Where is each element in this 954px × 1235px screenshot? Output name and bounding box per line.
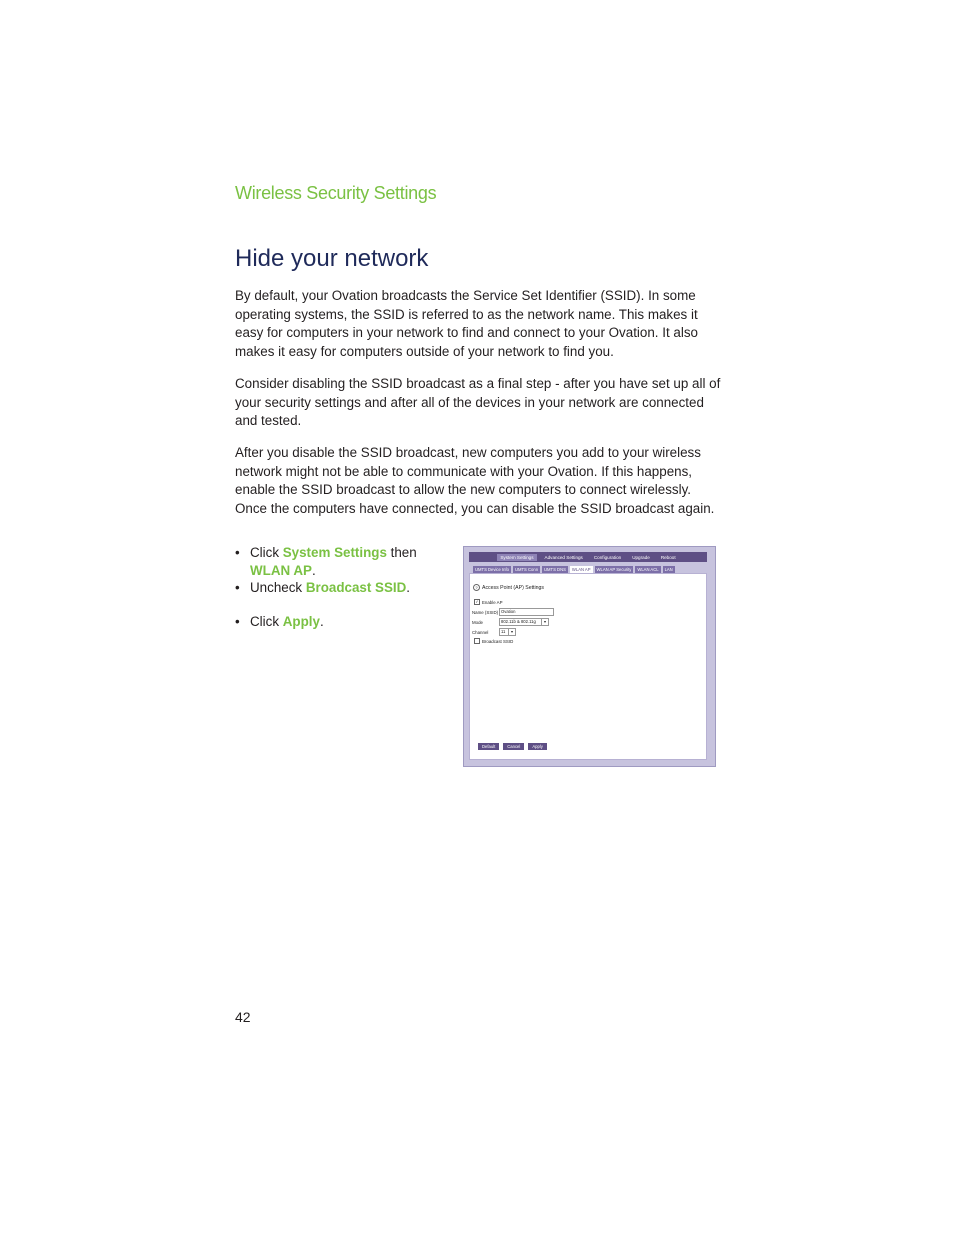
chevron-down-icon: ▾ [508,629,515,635]
page-heading: Hide your network [235,245,429,272]
router-ui-screenshot [463,546,716,767]
nav-reboot[interactable]: Reboot [660,554,676,560]
nav-upgrade[interactable]: Upgrade [632,554,650,560]
nav-system-settings[interactable]: System Settings [497,554,536,561]
broadcast-ssid-checkbox[interactable] [474,638,480,644]
broadcast-ssid-ref: Broadcast SSID [305,580,407,595]
nav-configuration[interactable]: Configuration [593,554,622,560]
settings-panel [469,573,707,760]
paragraph-intro: By default, your Ovation broadcasts the Service Set Identifier (SSID). In some operating systems, the SSID is referred to as the network name. This makes it easy for computers in your network to find and connect to your Ovation. It also makes it easy for computers outside of your network to find you. [235,288,698,360]
panel-buttons [478,743,547,750]
cancel-button[interactable]: Cancel [503,743,524,750]
tab-wlan-ap-security[interactable]: WLAN AP Security [596,567,632,572]
ssid-label: Name (SSID) [472,609,499,615]
broadcast-ssid-label: Broadcast SSID [482,638,514,644]
enable-ap-checkbox[interactable]: ✓ [475,599,479,604]
paragraph-consider: Consider disabling the SSID broadcast as a final step - after you have set up all of your security settings and after all of the devices in your network are connected and tested. [235,376,721,429]
step-3: • Click Apply. [235,613,435,631]
section-title: Wireless Security Settings [235,183,437,203]
enable-ap-label: Enable AP [482,599,503,605]
broadcast-ssid-row [474,638,513,644]
nav-advanced-settings[interactable]: Advanced Settings [544,554,583,560]
channel-label: Channel [472,629,489,635]
tab-umts-device-info[interactable]: UMTS Device Info [475,567,509,572]
enable-ap-row [474,599,503,605]
tab-wlan-acl[interactable]: WLAN ACL [637,567,659,572]
top-nav [469,552,707,562]
apply-ref: Apply [282,613,320,629]
panel-title: ? Access Point (AP) Settings [473,584,544,591]
default-button[interactable]: Default [478,743,499,750]
tab-wlan-ap[interactable]: WLAN AP [571,567,591,572]
step-1: • Click System Settings then WLAN AP. [235,544,435,579]
paragraph-after: After you disable the SSID broadcast, new computers you add to your wireless network might not be able to communicate with your Ovation. If this happens, enable the SSID broadcast to allow the new computers to connect wirelessly. Once the computers have connected, you can disable the SSID broadcast again. [235,445,715,517]
mode-select[interactable]: 802.11b & 802.11g ▾ [499,618,549,626]
chevron-down-icon: ▾ [541,619,548,625]
instruction-steps [235,544,435,630]
tab-umts-dns[interactable]: UMTS DNS [544,567,566,572]
tab-lan[interactable]: LAN [664,567,673,572]
channel-select[interactable]: 11 ▾ [499,628,516,636]
channel-row [472,628,516,636]
wlan-ap-ref: WLAN AP [250,562,312,578]
apply-button[interactable]: Apply [528,743,546,750]
mode-label: Mode [472,619,483,625]
page-number: 42 [235,1009,251,1025]
mode-row [472,618,549,626]
ssid-row [472,608,554,616]
tab-umts-conn[interactable]: UMTS Conn [514,567,539,572]
help-icon[interactable]: ? [473,584,480,591]
system-settings-ref: System Settings [282,545,387,560]
ssid-input[interactable]: Ovation [499,608,554,616]
step-2: • Uncheck Broadcast SSID. [235,579,435,597]
